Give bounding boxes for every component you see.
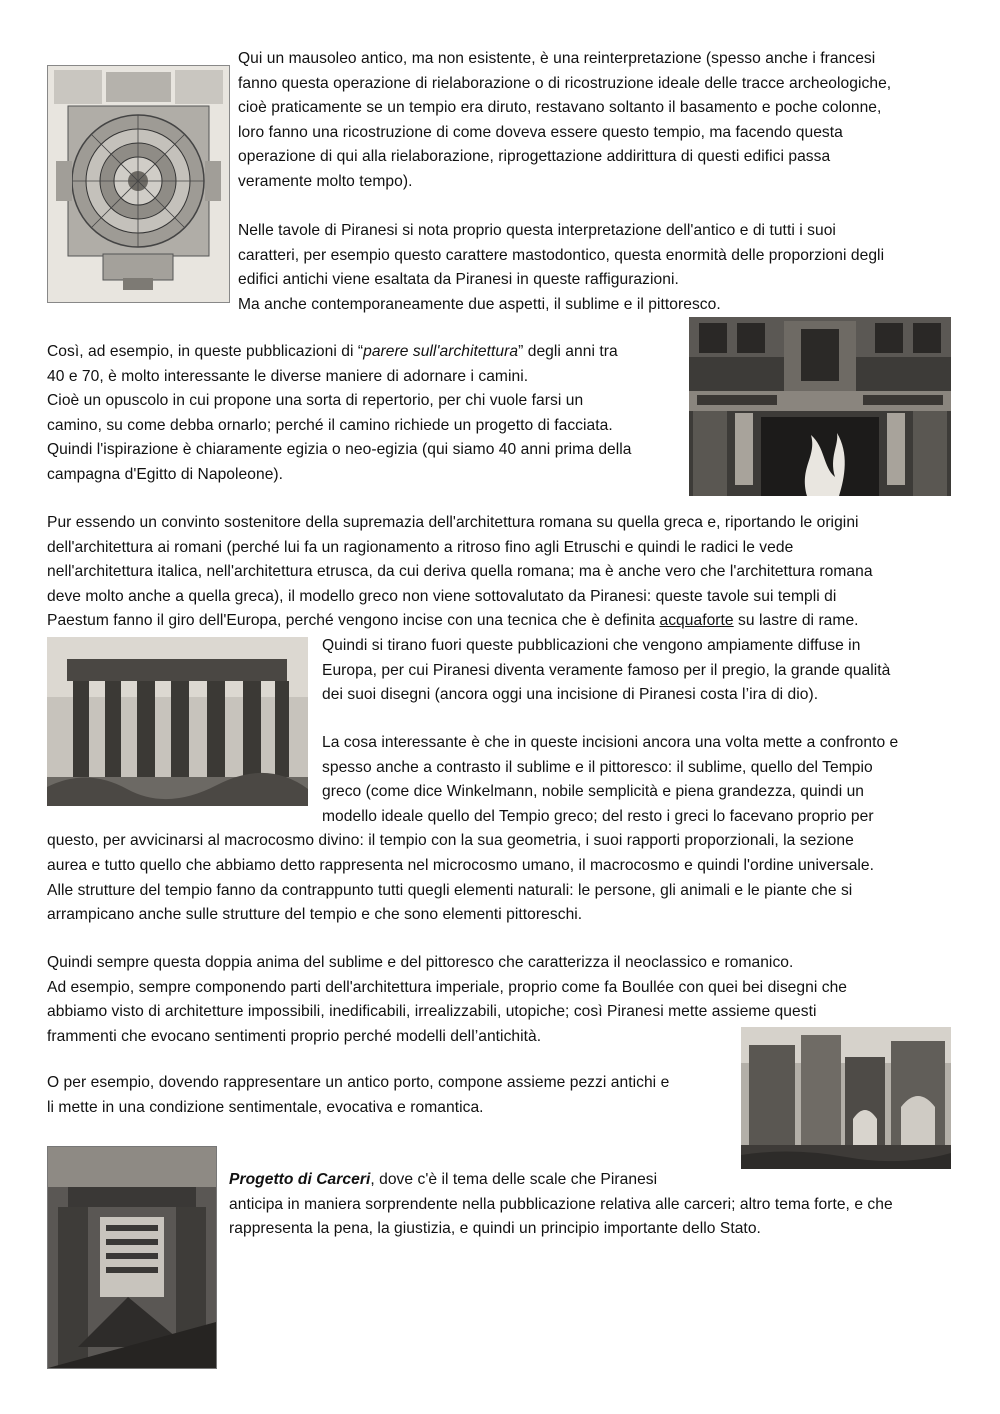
paragraph-line: Ad esempio, sempre componendo parti dell'architettura imperiale, proprio come fa Boullée con quei bei disegni che [47, 978, 848, 996]
paragraph-line: loro fanno una ricostruzione di come doveva essere questo tempio, ma facendo questa [238, 123, 843, 141]
paragraph-line: Cioè un opuscolo in cui propone una sorta di repertorio, per chi vuole farsi un [47, 392, 584, 410]
paragraph-line [47, 340, 618, 365]
underlined-term: acquaforte [659, 612, 734, 630]
paragraph-line: frammenti che evocano sentimenti proprio perché modelli dell’antichità. [47, 1027, 542, 1045]
text-run: su lastre di rame. [733, 612, 859, 630]
ancient-port-image [741, 1027, 951, 1169]
bold-italic-title: Progetto di Carceri [229, 1171, 371, 1188]
text-run: Paestum fanno il giro dell'Europa, perché vengono incise con una tecnica che è definita [47, 612, 660, 630]
paragraph-line: campagna d'Egitto di Napoleone). [47, 466, 284, 483]
paragraph-line: dell'architettura ai romani (perché lui fa un ragionamento a ritroso fino agli Etruschi e quindi le radici le vede [47, 538, 794, 556]
paragraph-line: aurea e tutto quello che abbiamo detto rappresenta nel microcosmo umano, il macrocosmo e quindi l'ordine universale. [47, 857, 875, 874]
paragraph-line: abbiamo visto di architetture impossibili, inedificabili, irrealizzabili, utopiche; così Piranesi mette assieme questi [47, 1003, 817, 1021]
paragraph-line: edifici antichi viene esaltata da Piranesi in queste raffigurazioni. [238, 271, 679, 289]
paragraph-line: Quindi si tirano fuori queste pubblicazioni che vengono ampiamente diffuse in [322, 637, 861, 654]
paragraph-line: O per esempio, dovendo rappresentare un antico porto, compone assieme pezzi antichi e [47, 1074, 670, 1091]
paragraph-line: rappresenta la pena, la giustizia, e quindi un principio importante dello Stato. [229, 1220, 761, 1238]
paragraph-line: caratteri, per esempio questo carattere mastodontico, questa enormità delle proporzioni degli [238, 246, 885, 264]
paragraph-line: anticipa in maniera sorprendente nella pubblicazione relativa alle carceri; altro tema forte, e che [229, 1195, 893, 1213]
paragraph-line: nell'architettura italica, nell'architettura etrusca, da cui deriva quella romana; ma è anche vero che l'architettura romana [47, 563, 873, 581]
paragraph-line: operazione di qui alla rielaborazione, riprogettazione addirittura di questi edifici passa [238, 148, 831, 166]
paragraph-line [47, 609, 859, 634]
paragraph-line: questo, per avvicinarsi al macrocosmo divino: il tempio con la sua geometria, i suoi rapporti proporzionali, la sezione [47, 832, 854, 850]
paragraph-line: Qui un mausoleo antico, ma non esistente, è una reinterpretazione (spesso anche i francesi [238, 50, 876, 67]
paragraph-line: Pur essendo un convinto sostenitore della supremazia dell'architettura romana su quella greca e, riportando le origini [47, 514, 859, 531]
text-run: ” degli anni tra [518, 343, 618, 360]
mausoleum-plan-image [47, 65, 230, 303]
paragraph-line: 40 e 70, è molto interessante le diverse maniere di adornare i camini. [47, 367, 529, 385]
paragraph-line: dei suoi disegni (ancora oggi una incisione di Piranesi costa l’ira di dio). [322, 686, 819, 704]
paragraph-line: deve molto anche a quella greca), il modello greco non viene sottovalutato da Piranesi: queste tavole sui templi di [47, 587, 837, 605]
paragraph-line: Nelle tavole di Piranesi si nota proprio questa interpretazione dell'antico e di tutti i suoi [238, 222, 836, 239]
paragraph-line: camino, su come debba ornarlo; perché il camino richiede un progetto di facciata. [47, 416, 613, 434]
paragraph-line [229, 1168, 657, 1193]
text-run: , dove c'è il tema delle scale che Piranesi [370, 1171, 658, 1188]
paragraph-line: Quindi l'ispirazione è chiaramente egizia o neo-egizia (qui siamo 40 anni prima della [47, 441, 632, 459]
text-run: Così, ad esempio, in queste pubblicazioni di “ [47, 343, 364, 360]
paragraph-line: arrampicano anche sulle strutture del tempio e che sono elementi pittoreschi. [47, 906, 583, 924]
paragraph-line: Ma anche contemporaneamente due aspetti, il sublime e il pittoresco. [238, 295, 721, 313]
paragraph-line: cioè praticamente se un tempio era diruto, restavano soltanto il basamento e poche colonne, [238, 99, 882, 117]
fireplace-image [689, 317, 951, 496]
italic-text: parere sull'architettura [363, 343, 519, 360]
paragraph-line: Europa, per cui Piranesi diventa veramente famoso per il pregio, la grande qualità [322, 661, 891, 679]
paragraph-line: La cosa interessante è che in queste incisioni ancora una volta mette a confronto e [322, 734, 899, 751]
paragraph-line: greco (come dice Winkelmann, nobile semplicità e piena grandezza, quindi un [322, 783, 865, 801]
paragraph-line: veramente molto tempo). [238, 173, 413, 190]
paestum-temple-image [47, 637, 308, 806]
carceri-image [47, 1146, 217, 1369]
paragraph-line: li mette in una condizione sentimentale, evocativa e romantica. [47, 1098, 484, 1116]
paragraph-line: Quindi sempre questa doppia anima del sublime e del pittoresco che caratterizza il neoclassico e romanico. [47, 954, 794, 971]
paragraph-line: fanno questa operazione di rielaborazione o di ricostruzione ideale delle tracce archeologiche, [238, 74, 892, 92]
paragraph-line: Alle strutture del tempio fanno da contrappunto tutti quegli elementi naturali: le persone, gli animali e le piante che si [47, 881, 853, 899]
paragraph-line: modello ideale quello del Tempio greco; del resto i greci lo facevano proprio per [322, 807, 874, 825]
paragraph-line: spesso anche a contrasto il sublime e il pittoresco: il sublime, quello del Tempio [322, 758, 873, 776]
